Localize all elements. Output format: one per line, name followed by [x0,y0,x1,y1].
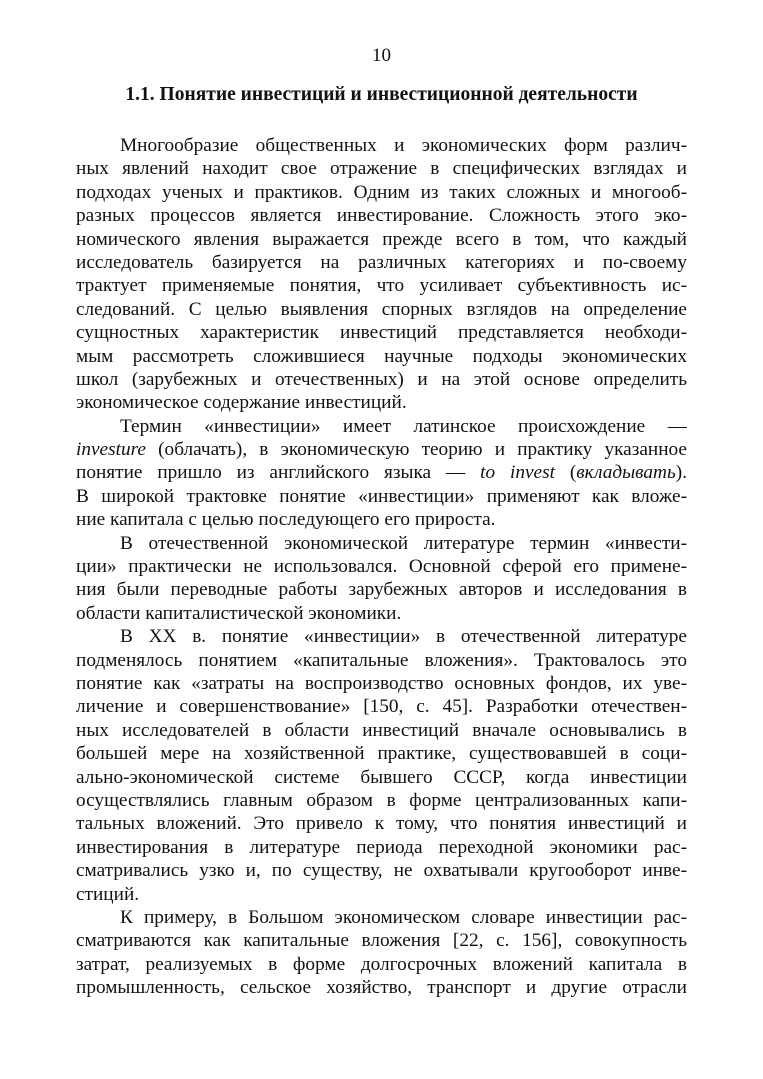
text-line: промышленность, сельское хозяйство, транспорт и другие отрасли [76,977,687,999]
text-line: ния были переводные работы зарубежных авторов и исследования в [76,579,687,601]
text-line: В XX в. понятие «инвестиции» в отечественной литературе [120,626,687,648]
text-line: следований. С целью выявления спорных взглядов на определение [76,298,687,320]
text-line: investure (облачать), в экономическую теорию и практику указанное [76,439,687,461]
section-title: 1.1. Понятие инвестиций и инвестиционной деятельности [125,84,638,105]
text-line: К примеру, в Большом экономическом словаре инвестиции рас- [120,906,687,928]
text-line: В отечественной экономической литературе термин «инвести- [120,532,687,554]
text-line: понятие как «затраты на воспроизводство основных фондов, их уве- [76,672,687,694]
text-line: тальных вложений. Это привело к тому, что понятия инвестиций и [76,813,687,835]
text-line: ции» практически не использовался. Основной сферой его примене- [76,556,687,578]
text-line: сущностных характеристик инвестиций представляется необходи- [76,322,687,344]
text-line: ных явлений находит свое отражение в специфических взглядах и [76,158,687,180]
text-line: школ (зарубежных и отечественных) и на этой основе определить [76,368,687,390]
text-line: разных процессов является инвестирование. Сложность этого эко- [76,205,687,227]
paragraph [76,415,687,532]
text-line: затрат, реализуемых в форме долгосрочных вложений капитала в [76,953,687,975]
text-line: подменялось понятием «капитальные вложения». Трактовалось это [76,649,687,671]
text-line: личение и совершенствование» [150, с. 45]. Разработки отечествен- [76,696,687,718]
text-line: ние капитала с целью последующего его прироста. [76,509,496,531]
text-line: ально-экономической системе бывшего СССР, когда инвестиции [76,766,687,788]
italic-term: to invest [480,462,555,484]
italic-term: investure [76,439,146,461]
text-line: номического явления выражается прежде всего в том, что каждый [76,228,687,250]
page-number: 10 [372,45,391,66]
text-line: трактует применяемые понятия, что усиливает субъективность ис- [76,275,687,297]
text-line: большей мере на хозяйственной практике, существовавшей в соци- [76,743,687,765]
text-line: области капиталистической экономики. [76,602,402,624]
text-line: осуществлялись главным образом в форме централизованных капи- [76,789,687,811]
text-line: экономическое содержание инвестиций. [76,392,407,414]
text-line: мым рассмотреть сложившиеся научные подходы экономических [76,345,687,367]
paragraph [76,625,687,906]
text-line: В широкой трактовке понятие «инвестиции» применяют как вложе- [76,485,687,507]
paragraph [76,532,687,626]
text-line: Многообразие общественных и экономических форм различ- [120,135,687,156]
text-line: понятие пришло из английского языка — to invest (вкладывать). [76,462,687,484]
text-line: стиций. [76,883,140,905]
text-line: сматривались узко и, по существу, не охватывали кругооборот инве- [76,860,687,882]
paragraph [76,906,687,1000]
text-line: инвестирования в литературе периода переходной экономики рас- [76,836,687,858]
text-line: Термин «инвестиции» имеет латинское происхождение — [120,415,687,437]
text-line: исследователь базируется на различных категориях и по-своему [76,251,687,273]
text-line: подходах ученых и практиков. Одним из таких сложных и многооб- [76,181,687,203]
body-text [76,134,687,999]
text-line: сматриваются как капитальные вложения [22, с. 156], совокупность [76,930,687,952]
text-line: ных исследователей в области инвестиций вначале основывались в [76,719,687,741]
paragraph [76,134,687,415]
italic-term: вкладывать [576,462,676,484]
